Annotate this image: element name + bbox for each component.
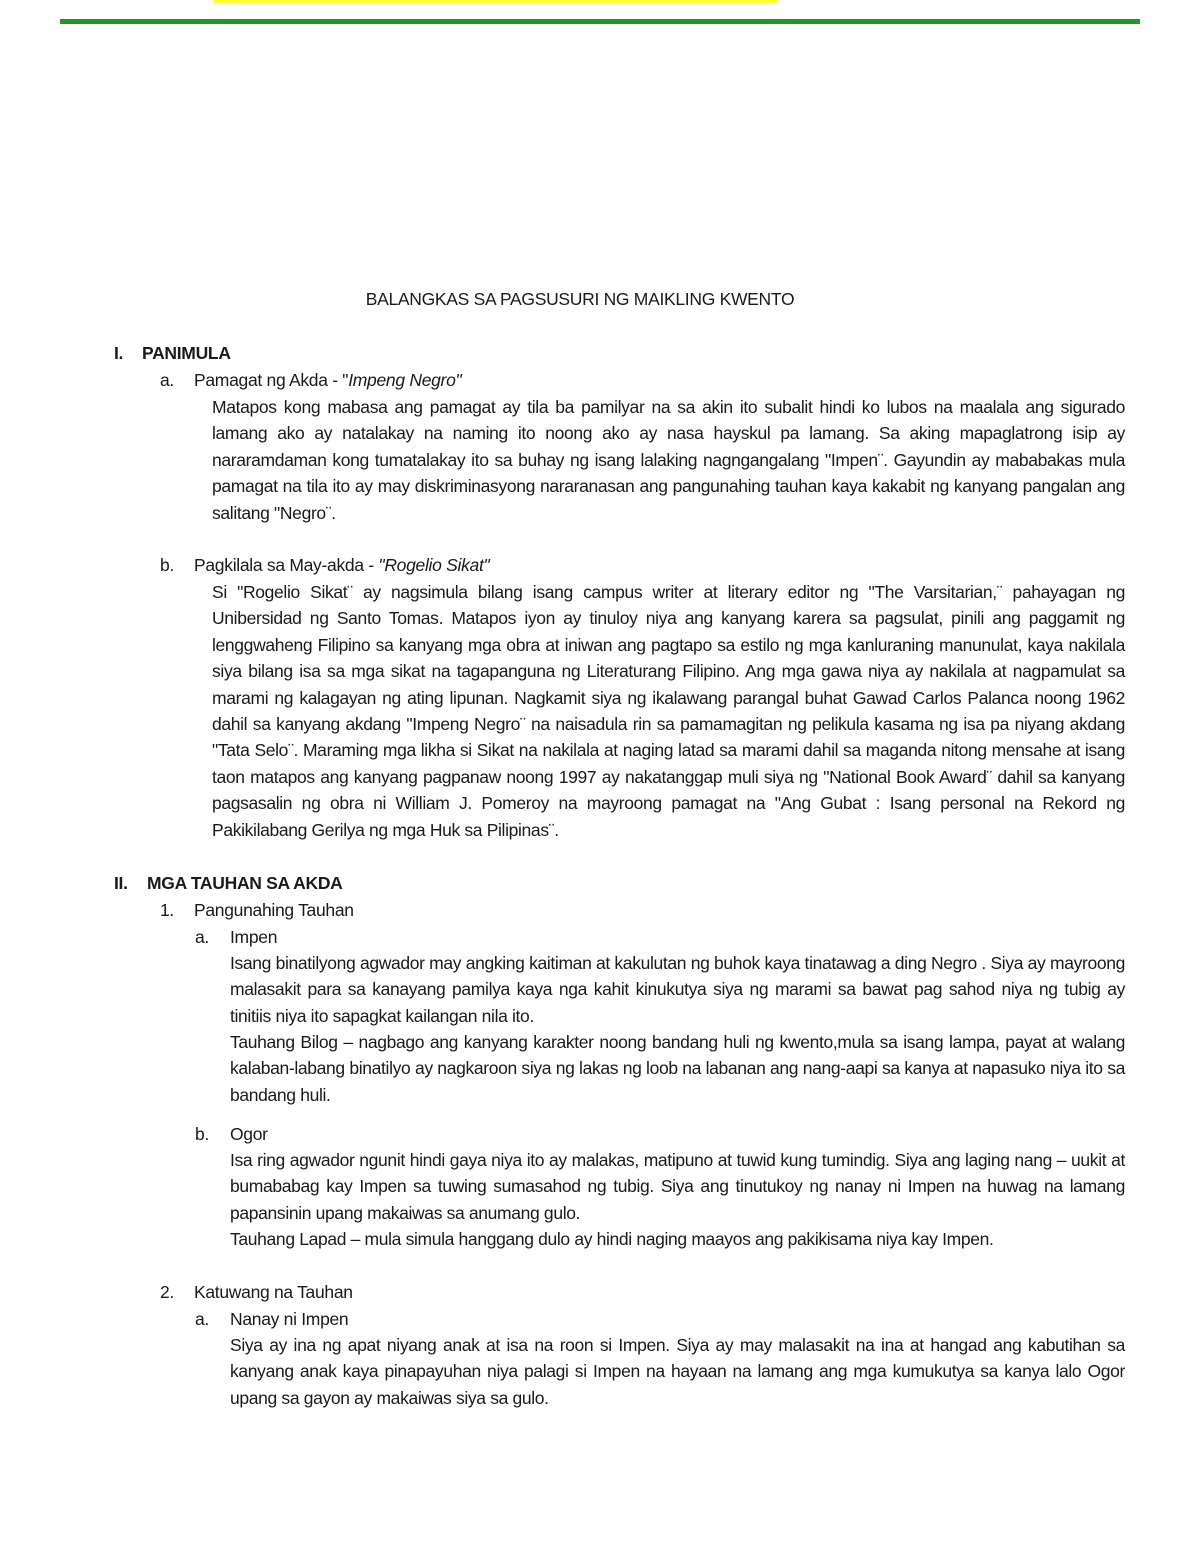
item-b-heading (194, 552, 489, 578)
group-2-label: Katuwang na Tauhan (194, 1282, 353, 1302)
group-2-marker: 2. (160, 1282, 174, 1302)
item-a-heading (194, 367, 461, 393)
section-1-heading: PANIMULA (142, 343, 231, 363)
document-title: BALANGKAS SA PAGSUSURI NG MAIKLING KWENTO (365, 289, 795, 309)
section-2-heading: MGA TAUHAN SA AKDA (147, 873, 343, 893)
char-ogor-description: Isa ring agwador ngunit hindi gaya niya ito ay malakas, matipuno at tuwid kung tumindig. Siya ang laging nang – uukit at bumababag kay Impen sa tuwing sumasahod ng tubig. Siya ang tinutukoy ng nanay ni Impen na huwag na lamang papansinin upang makaiwas sa anumang gulo. (230, 1150, 1125, 1223)
section-2-numeral: II. (114, 873, 128, 893)
char-impen-marker: a. (195, 927, 209, 947)
item-a-paragraph: Matapos kong mabasa ang pamagat ay tila ba pamilyar na sa akin ito subalit hindi ko lubos na maalala ang sigurado lamang ako ay natalakay na naming ito noong ako ay nasa hayskul pa lamang. Sa aking mapaglatrong isip ay nararamdaman kong tumatalakay ito sa buhay ng isang lalaking nagngangalang "Impen¨. Gayundin ay mababakas mula pamagat na tila ito ay may diskriminasyong nararanasan ang pangunahing tauhan kaya kakabit ng kanyang pangalan ang salitang "Negro¨. (212, 397, 1125, 523)
group-1-label: Pangunahing Tauhan (194, 900, 354, 920)
group-1-marker: 1. (160, 900, 174, 920)
char-ogor-marker: b. (195, 1124, 209, 1144)
char-ogor-type-note: Tauhang Lapad – mula simula hanggang dulo ay hindi naging maayos ang pakikisama niya kay Impen. (230, 1229, 994, 1249)
section-1-numeral: I. (114, 343, 124, 363)
char-impen-description: Isang binatilyong agwador may angking kaitiman at kakulutan ng buhok kaya tinatawag a ding Negro . Siya ay mayroong malasakit para sa kanayang pamilya kaya nga kahit kinukutya siya ng marami sa bawat pag sahod niya ng tubig ay tinitiis niya ito sapagkat kailangan nila ito. (230, 953, 1125, 1026)
char-nanay-marker: a. (195, 1309, 209, 1329)
item-a-label: Pamagat ng Akda - " (194, 370, 349, 390)
item-b-value: "Rogelio Sikat" (378, 555, 490, 575)
item-b-marker: b. (160, 555, 174, 575)
char-ogor-name: Ogor (230, 1124, 268, 1144)
header-highlight-bar (213, 0, 777, 3)
item-b-label: Pagkilala sa May-akda - (194, 555, 379, 575)
char-impen-name: Impen (230, 927, 278, 947)
header-green-rule (60, 19, 1140, 24)
item-a-marker: a. (160, 370, 174, 390)
item-b-paragraph: Si "Rogelio Sikat¨ ay nagsimula bilang isang campus writer at literary editor ng "The Varsitarian,¨ pahayagan ng Unibersidad ng Santo Tomas. Matapos iyon ay tinuloy niya ang kanyang karera sa pagsulat, pinili ang paggamit ng lenggwaheng Filipino sa kanyang mga obra at iniwan ang pagtapo sa estilo ng mga kanluraning manunulat, kaya nakilala siya bilang isa sa mga sikat na tagapanguna ng Literaturang Filipino. Ang mga gawa niya ay nakilala at nagpamulat sa marami ng kalagayan ng ating lipunan. Nagkamit siya ng ikalawang parangal buhat Gawad Carlos Palanca noong 1962 dahil sa kanyang akdang "Impeng Negro¨ na naisadula rin sa pamamagitan ng pelikula kasama ng isa pa niyang akdang "Tata Selo¨. Maraming mga likha si Sikat na nakilala at naging latad sa marami dahil sa maganda nitong mensahe at isang taon matapos ang kanyang pagpanaw noong 1997 ay nakatanggap muli siya ng "National Book Award¨ dahil sa kanyang pagsasalin ng obra ni William J. Pomeroy na mayroong pamagat na "Ang Gubat : Isang personal na Rekord ng Pakikilabang Gerilya ng mga Huk sa Pilipinas¨. (212, 582, 1125, 840)
char-impen-type-note: Tauhang Bilog – nagbago ang kanyang karakter noong bandang huli ng kwento,mula sa isang lampa, payat at walang kalaban-labang binatilyo ay nagkaroon siya ng lakas ng loob na labanan ang nang-aapi sa kanya at napasuko niya ito sa bandang huli. (230, 1032, 1125, 1105)
item-a-value: Impeng Negro" (348, 370, 462, 390)
char-nanay-description: Siya ay ina ng apat niyang anak at isa na roon si Impen. Siya ay may malasakit na ina at hangad ang kabutihan sa kanyang anak kaya pinapayuhan niya palagi si Impen na hayaan na lamang ang mga kumukutya sa kanya lalo Ogor upang sa gayon ay makaiwas siya sa gulo. (230, 1335, 1125, 1408)
char-nanay-name: Nanay ni Impen (230, 1309, 349, 1329)
